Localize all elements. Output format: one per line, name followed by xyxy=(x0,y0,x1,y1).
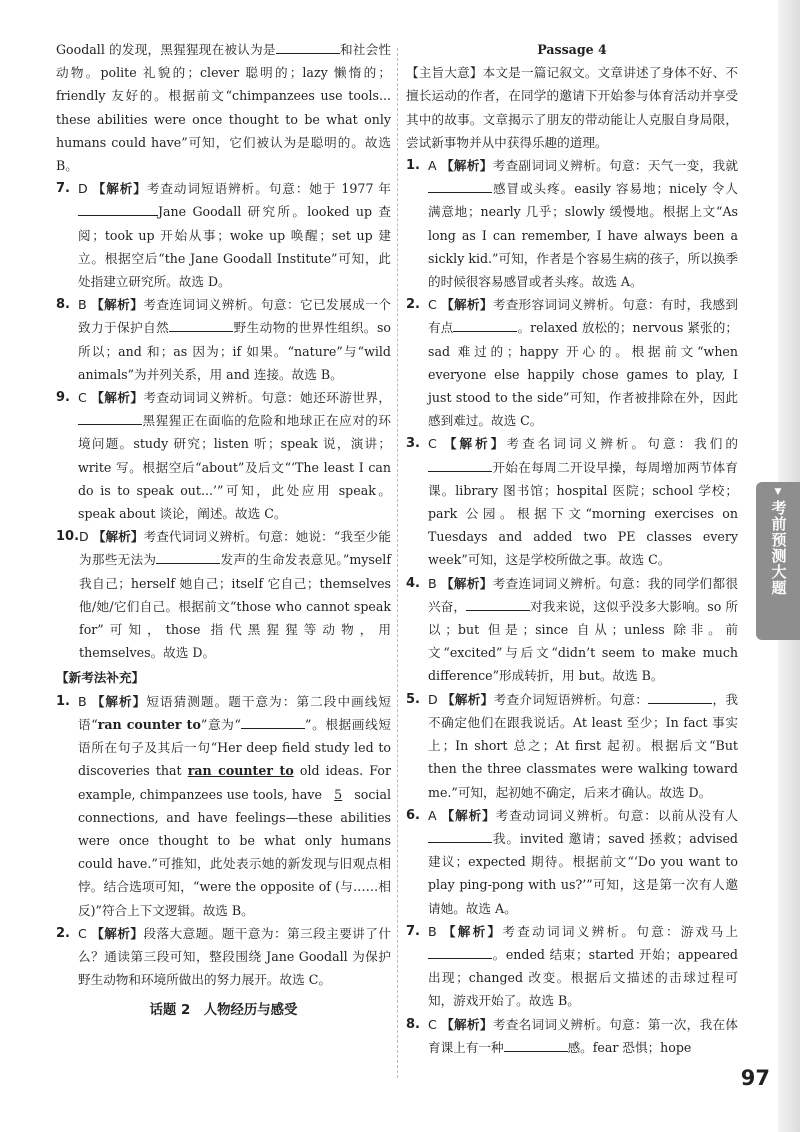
answer-letter: C xyxy=(78,390,87,406)
item-text-pre: 考查连词词义辨析。句意：它已发展成一个致力于保护自然 xyxy=(78,297,392,336)
analysis-tag: 【解析】 xyxy=(441,691,494,707)
answer-blank xyxy=(504,1038,568,1052)
item-text-post: 黑猩猩正在面临的危险和地球正在应对的环境问题。study 研究；listen 听；speak 说，演讲；write 写。根据空后“about”及后文“‘The least I can do is to speak out...’”可知，此处应用 speak。speak about 谈论，阐述。故选 C。 xyxy=(78,413,391,522)
intro-post: 和社会性动物。polite 礼貌的；clever 聪明的；lazy 懒惰的；friendly 友好的。根据前文“chimpanzees use tools... these abilities were once thought to be what only humans could have”可知，它们被认为是聪明的。故选 B。 xyxy=(56,42,392,174)
answer-item-8 xyxy=(56,293,391,386)
analysis-tag: 【解析】 xyxy=(440,436,507,452)
item-number: 8. xyxy=(56,297,70,313)
phrase-underlined: ran counter to xyxy=(187,763,294,779)
answer-letter: A xyxy=(428,158,437,174)
left-column xyxy=(56,38,391,1023)
intro-paragraph xyxy=(56,38,391,177)
answer-blank xyxy=(453,318,517,332)
answer-letter: C xyxy=(428,297,437,313)
triangle-down-icon: ▼ xyxy=(774,487,782,497)
item-number: 7. xyxy=(406,923,420,939)
answer-letter: C xyxy=(428,1016,437,1032)
item-text-post: ，我不确定他们在跟我说话。At least 至少；In fact 事实上；In short 总之；At first 起初。根据后文“But then the three classmates were walking toward me.”可知，起初她不确定，后来才确认。故选 D。 xyxy=(428,691,739,800)
item-number: 6. xyxy=(406,807,420,823)
answer-item-3 xyxy=(406,432,738,571)
item-text-pre: 考查代词词义辨析。句意：她说：“我至少能为那些无法为 xyxy=(79,529,391,568)
analysis-tag: 【解析】 xyxy=(440,158,493,174)
answer-letter: B xyxy=(428,923,437,939)
supp-item-1 xyxy=(56,690,391,922)
item-number: 3. xyxy=(406,436,420,452)
answer-blank xyxy=(428,829,492,843)
item-text-post: 。ended 结束；started 开始；appeared 出现；changed 改变。根据后文描述的击球过程可知，游戏开始了。故选 B。 xyxy=(428,946,738,1009)
analysis-tag: 【解析】 xyxy=(440,1016,493,1032)
item-text-pre: 考查连词词义辨析。句意：我的同学们都很兴奋， xyxy=(428,575,739,614)
intro-pre: Goodall 的发现，黑猩猩现在被认为是 xyxy=(56,42,276,57)
answer-letter: C xyxy=(78,925,87,941)
analysis-tag: 【解析】 xyxy=(91,181,147,197)
answer-letter: A xyxy=(428,807,437,823)
supplement-title: 【新考法补充】 xyxy=(56,670,145,686)
answer-letter: B xyxy=(78,297,87,313)
answer-letter: B xyxy=(428,575,437,591)
item-number: 7. xyxy=(56,181,70,197)
item-number: 5. xyxy=(406,691,420,707)
item-number: 4. xyxy=(406,575,420,591)
item-text-pre: 考查名词词义辨析。句意：第一次，我在体育课上有一种 xyxy=(428,1016,738,1055)
page-number: 97 xyxy=(740,1066,770,1090)
answer-letter: D xyxy=(428,691,438,707)
analysis-tag: 【解析】 xyxy=(440,297,493,313)
analysis-tag: 【解析】 xyxy=(90,925,144,941)
item-text-pre: 考查介词短语辨析。句意： xyxy=(493,691,649,707)
item-text-pre: 考查动词短语辨析。句意：她于 1977 年 xyxy=(146,181,392,197)
item-text-post: 我。invited 邀请；saved 拯救；advised 建议；expected 期待。根据前文“‘Do you want to play ping-pong with us?’”可知，这是第一次有人邀请她。故选 A。 xyxy=(428,830,738,916)
item-text-post: Jane Goodall 研究所。looked up 查阅；took up 开始从事；woke up 唤醒；set up 建立。根据空后“the Jane Goodall Institute”可知，此处指建立研究所。故选 D。 xyxy=(78,204,391,290)
item-text-pre: 段落大意题。题干意为：第三段主要讲了什么？通读第三段可知，整段围绕 Jane Goodall 为保护野生动物和环境所做出的努力展开。故选 C。 xyxy=(78,925,392,988)
answer-blank xyxy=(648,690,712,704)
answer-blank xyxy=(241,715,305,729)
answer-blank xyxy=(169,318,233,332)
analysis-tag: 【解析】 xyxy=(90,390,144,406)
item-text-post: 开始在每周二开设早操，每周增加两节体育课。library 图书馆；hospital 医院；school 学校；park 公园。根据下文“morning exercises on Tuesdays and added two PE classes every week”可知，这是学校所做之事。故选 C。 xyxy=(428,459,738,568)
answer-blank xyxy=(428,179,492,193)
item-number: 10. xyxy=(56,529,80,545)
item-text-pre: 考查形容词词义辨析。句意：有时，我感到有点 xyxy=(428,297,738,336)
answer-item-2 xyxy=(406,293,738,432)
answer-item-9 xyxy=(56,386,391,525)
answer-blank xyxy=(428,945,492,959)
analysis-tag: 【解析】 xyxy=(440,807,496,823)
analysis-tag: 【解析】 xyxy=(440,923,503,939)
answer-letter: D xyxy=(78,181,88,197)
supp-item-2 xyxy=(56,922,391,992)
side-tab-label: 考前预测大题 xyxy=(769,500,788,596)
answer-blank xyxy=(156,550,220,564)
answer-item-4 xyxy=(406,572,738,688)
item-number: 2. xyxy=(406,297,420,313)
answer-blank xyxy=(428,458,492,472)
item-text-pre: 考查动词词义辨析。句意：游戏马上 xyxy=(502,923,739,939)
analysis-tag: 【解析】 xyxy=(90,693,147,709)
item-number: 8. xyxy=(406,1016,420,1032)
analysis-tag: 【解析】 xyxy=(92,529,144,545)
topic-title: 话题 2 人物经历与感受 xyxy=(149,1003,298,1019)
answer-item-1 xyxy=(406,154,738,293)
item-text-post3: social connections, and have feelings—these abilities were once thought to be what only humans could have.”可推知，此处表示她的新发现与旧观点相悖。结合选项可知，“were the opposite of (与……相反)”符合上下文逻辑。故选 B。 xyxy=(78,786,391,918)
item-text-post: 。relaxed 放松的；nervous 紧张的；sad 难过的；happy 开心的。根据前文“when everyone else happily chose games to play, I just stood to the side”可知，作者被排除在外，因此感到难过。故选 C。 xyxy=(428,320,738,429)
analysis-tag: 【解析】 xyxy=(90,297,144,313)
section-side-tab xyxy=(756,482,800,640)
item-number: 1. xyxy=(56,693,70,709)
item-text-post2: old ideas. For example, chimpanzees use tools, have xyxy=(78,763,391,802)
item-text-post: 感。fear 恐惧；hope xyxy=(567,1039,692,1055)
answer-blank xyxy=(466,597,530,611)
item-number: 2. xyxy=(56,925,70,941)
answer-item-8r xyxy=(406,1013,738,1059)
item-text-pre: 考查名词词义辨析。句意：我们的 xyxy=(506,436,739,452)
answer-item-6 xyxy=(406,804,738,920)
answer-letter: C xyxy=(428,436,437,452)
answer-item-7r xyxy=(406,920,738,1013)
item-text-pre: 考查动词词义辨析。句意：她还环游世界， xyxy=(143,390,392,406)
answer-item-10 xyxy=(56,525,391,664)
passage-title: Passage 4 xyxy=(537,42,607,57)
answer-letter: B xyxy=(78,693,87,709)
analysis-tag: 【解析】 xyxy=(440,575,493,591)
item-number: 1. xyxy=(406,158,420,174)
answer-item-5 xyxy=(406,688,738,804)
answer-letter: D xyxy=(79,529,89,545)
number-blank: 5 xyxy=(334,786,343,802)
column-divider xyxy=(397,48,398,1078)
item-text-pre: 考查副词词义辨析。句意：天气一变，我就 xyxy=(492,158,739,174)
item-text-post: 野生动物的世界性组织。so 所以；and 和；as 因为；if 如果。“nature”与“wild animals”为并列关系，用 and 连接。故选 B。 xyxy=(78,320,391,382)
item-text-post: 感冒或头疼。easily 容易地；nicely 令人满意地；nearly 几乎；slowly 缓慢地。根据上文“As long as I can remember, I have always been a sickly kid.”可知，作者是个容易生病的孩子，所以换季的时候很容易感冒或者头疼。故选 A。 xyxy=(428,181,738,290)
answer-blank xyxy=(78,202,158,216)
answer-item-7 xyxy=(56,177,391,293)
right-column xyxy=(406,38,738,1059)
item-number: 9. xyxy=(56,390,70,406)
answer-blank xyxy=(276,40,340,54)
item-text-post: 对我来说，这似乎没多大影响。so 所以；but 但是；since 自从；unless 除非。前文“excited”与后文“didn’t seem to make much difference”形成转折，用 but。故选 B。 xyxy=(428,598,738,684)
item-text-pre: 短语猜测题。题干意为：第二段中画线短语“ xyxy=(78,693,392,732)
item-text-pre: 考查动词词义辨析。句意：以前从没有人 xyxy=(495,807,739,823)
item-text-mid: ”意为“ xyxy=(200,716,241,732)
answer-blank xyxy=(78,411,142,425)
phrase-bold: ran counter to xyxy=(97,716,201,732)
item-text-post: ”。根据画线短语所在句子及其后一句“Her deep field study led to discoveries that xyxy=(78,716,391,779)
item-text-post: 发声的生命发表意见。”myself 我自己；herself 她自己；itself 它自己；themselves 他/她/它们自己。根据前文“those who cannot speak for”可知，those 指代黑猩猩等动物，用 themselves。故选 D。 xyxy=(79,552,392,661)
summary-paragraph: 【主旨大意】本文是一篇记叙文。文章讲述了身体不好、不擅长运动的作者，在同学的邀请下开始参与体育活动并享受其中的故事。文章揭示了朋友的带动能让人克服自身局限，尝试新事物并从中获得乐趣的道理。 xyxy=(406,65,738,150)
